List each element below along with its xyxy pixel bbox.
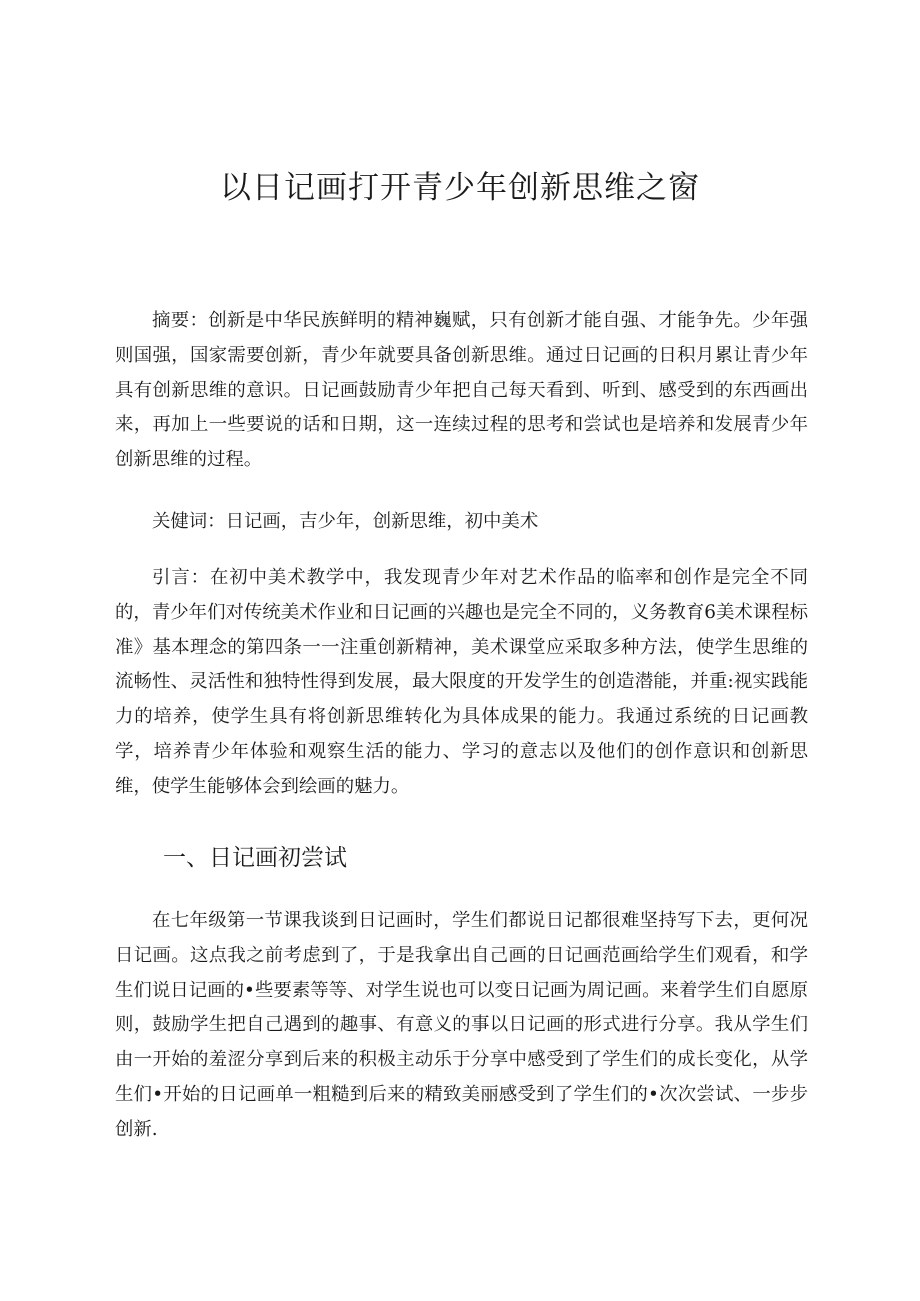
abstract-paragraph: 摘要：创新是中华民族鲜明的精神巍赋，只有创新才能自强、才能争先。少年强则国强，国家需要创新，青少年就要具备创新思维。通过日记画的日积月累让青少年具有创新思维的意识。日记画鼓励青少年把自己每天看到、听到、感受到的东西画出来，再加上一些要说的话和日期，这一连续过程的思考和尝试也是培养和发展青少年创新思维的过程。 (115, 310, 808, 471)
section-heading: 一、日记画初尝试 (163, 845, 347, 871)
keywords-paragraph: 关健词：日记画，吉少年，创新思维，初中美术 (152, 511, 539, 532)
document-title: 以日记画打开青少年创新思维之窗 (220, 170, 700, 206)
section-body-paragraph: 在七年级第一节课我谈到日记画时，学生们都说日记都很难坚持写下去，更何况日记画。这点我之前考虑到了，于是我拿出自己画的日记画范画给学生们观看，和学生们说日记画的•些要素等等、对学生说也可以变日记画为周记画。来着学生们自愿原则，鼓励学生把自己遇到的趣事、有意义的事以日记画的形式进行分享。我从学生们由一开始的羞涩分享到后来的积极主动乐于分享中感受到了学生们的成长变化，从学生们•开始的日记画单一粗糙到后来的精致美丽感受到了学生们的•次次尝试、一步步创新. (115, 910, 808, 1140)
introduction-paragraph: 引言：在初中美术教学中，我发现青少年对艺术作品的临率和创作是完全不同的，青少年们对传统美术作业和日记画的兴趣也是完全不同的，义务教育6美术课程标准》基本理念的第四条一一注重创新精神，美术课堂应采取多种方法，使学生思维的流畅性、灵活性和独特性得到发展，最大限度的开发学生的创造潜能，并重:视实践能力的培养，使学生具有将创新思维转化为具体成果的能力。我通过系统的日记画教学，培养青少年体验和观察生活的能力、学习的意志以及他们的创作意识和创新思维，使学生能够体会到绘画的魅力。 (115, 567, 808, 797)
